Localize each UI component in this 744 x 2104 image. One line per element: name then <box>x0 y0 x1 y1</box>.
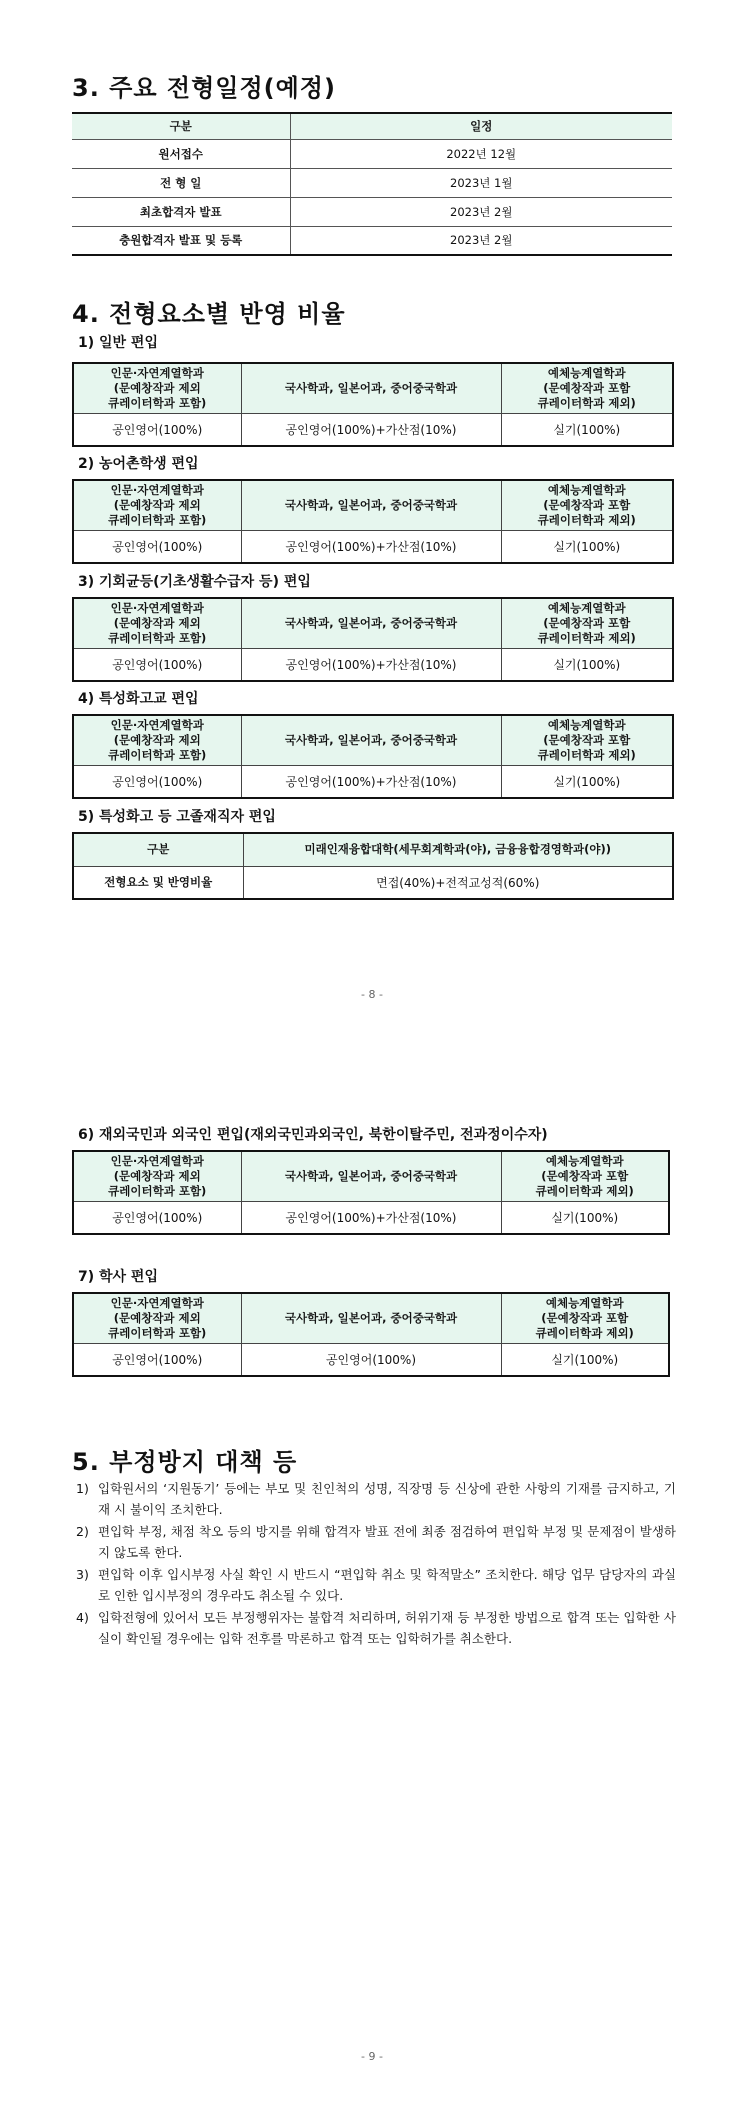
col-header-arts: 예체능계열학과 (문예창작과 포함 큐레이터학과 제외) <box>501 480 673 530</box>
page-number-9: - 9 - <box>361 2050 383 2063</box>
list-item: 3) 편입학 이후 입시부정 사실 확인 시 반드시 “편입학 취소 및 학적말소” 조치한다. 해당 업무 담당자의 과실로 인한 입시부정의 경우라도 취소될 수 있다. <box>76 1567 676 1603</box>
table5-label: 전형요소 및 반영비율 <box>73 866 243 899</box>
ratio-cell: 공인영어(100%) <box>73 1201 241 1234</box>
ratio-table-overseas <box>72 1150 670 1235</box>
page-number-8: - 8 - <box>361 988 383 1001</box>
list-item: 4) 입학전형에 있어서 모든 부정행위자는 불합격 처리하며, 허위기재 등 부정한 방법으로 합격 또는 입학한 사실이 확인될 경우에는 입학 전후를 막론하고 합격 또는 입학허가를 취소한다. <box>76 1610 676 1646</box>
schedule-header-category: 구분 <box>72 113 290 139</box>
section-4-title: 4. 전형요소별 반영 비율 <box>72 300 346 328</box>
section-3-title: 3. 주요 전형일정(예정) <box>72 74 336 102</box>
ratio-cell: 실기(100%) <box>501 1201 669 1234</box>
table-row <box>72 197 672 226</box>
ratio-table-rural <box>72 479 674 564</box>
ratio-cell: 공인영어(100%) <box>241 1343 501 1376</box>
ratio-cell: 실기(100%) <box>501 1343 669 1376</box>
schedule-date: 2023년 2월 <box>450 233 513 248</box>
ratio-table-bachelor <box>72 1292 670 1377</box>
table-row <box>73 648 673 681</box>
schedule-date: 2023년 1월 <box>290 168 672 197</box>
table5-header-category: 구분 <box>73 833 243 866</box>
ratio-table-employed-graduates <box>72 832 674 900</box>
col-header-history-languages: 국사학과, 일본어과, 중어중국학과 <box>241 1293 501 1343</box>
subsection-6-title: 6) 재외국민과 외국인 편입(재외국민과외국인, 북한이탈주민, 전과정이수자) <box>78 1127 548 1143</box>
col-header-history-languages: 국사학과, 일본어과, 중어중국학과 <box>241 363 501 413</box>
table-row <box>73 413 673 446</box>
table5-value: 면접(40%)+전적교성적(60%) <box>243 866 673 899</box>
col-header-history-languages: 국사학과, 일본어과, 중어중국학과 <box>241 1151 501 1201</box>
table-row <box>73 866 673 899</box>
schedule-label: 원서접수 <box>72 139 290 168</box>
col-header-humanities: 인문·자연계열학과 (문예창작과 제외 큐레이터학과 포함) <box>73 1151 241 1201</box>
schedule-header-date: 일정 <box>290 113 672 139</box>
col-header-arts: 예체능계열학과 (문예창작과 포함 큐레이터학과 제외) <box>501 1151 669 1201</box>
col-header-history-languages: 국사학과, 일본어과, 중어중국학과 <box>241 715 501 765</box>
col-header-humanities: 인문·자연계열학과 (문예창작과 제외 큐레이터학과 포함) <box>73 715 241 765</box>
subsection-3-title: 3) 기회균등(기초생활수급자 등) 편입 <box>78 574 311 590</box>
ratio-cell: 실기(100%) <box>501 530 673 563</box>
schedule-label: 충원합격자 발표 및 등록 <box>72 226 290 255</box>
table-row <box>72 139 672 168</box>
ratio-cell: 공인영어(100%)+가산점(10%) <box>241 413 501 446</box>
ratio-table-general <box>72 362 674 447</box>
col-header-humanities: 인문·자연계열학과 (문예창작과 제외 큐레이터학과 포함) <box>73 480 241 530</box>
list-item: 2) 편입학 부정, 채점 착오 등의 방지를 위해 합격자 발표 전에 최종 점검하여 편입학 부정 및 문제점이 발생하지 않도록 한다. <box>76 1524 676 1560</box>
col-header-humanities: 인문·자연계열학과 (문예창작과 제외 큐레이터학과 포함) <box>73 598 241 648</box>
ratio-cell: 공인영어(100%)+가산점(10%) <box>241 530 501 563</box>
list-item: 1) 입학원서의 ‘지원동기’ 등에는 부모 및 친인척의 성명, 직장명 등 신상에 관한 사항의 기재를 금지하고, 기재 시 불이익 조치한다. <box>76 1481 676 1517</box>
table5-header-college: 미래인재융합대학(세무회계학과(야), 금융융합경영학과(야)) <box>243 833 673 866</box>
ratio-cell: 공인영어(100%)+가산점(10%) <box>241 765 501 798</box>
ratio-cell: 공인영어(100%) <box>73 1343 241 1376</box>
schedule-label: 전 형 일 <box>72 168 290 197</box>
prevention-list <box>76 1478 676 1650</box>
col-header-humanities: 인문·자연계열학과 (문예창작과 제외 큐레이터학과 포함) <box>73 1293 241 1343</box>
col-header-arts: 예체능계열학과 (문예창작과 포함 큐레이터학과 제외) <box>501 598 673 648</box>
subsection-5-title: 5) 특성화고 등 고졸재직자 편입 <box>78 809 276 825</box>
subsection-4-title: 4) 특성화고교 편입 <box>78 691 199 707</box>
ratio-cell: 공인영어(100%) <box>73 413 241 446</box>
col-header-arts: 예체능계열학과 (문예창작과 포함 큐레이터학과 제외) <box>501 1293 669 1343</box>
col-header-history-languages: 국사학과, 일본어과, 중어중국학과 <box>241 598 501 648</box>
col-header-arts: 예체능계열학과 (문예창작과 포함 큐레이터학과 제외) <box>501 715 673 765</box>
subsection-1-title: 1) 일반 편입 <box>78 335 158 351</box>
ratio-cell: 실기(100%) <box>501 765 673 798</box>
col-header-arts: 예체능계열학과 (문예창작과 포함 큐레이터학과 제외) <box>501 363 673 413</box>
schedule-date: 2022년 12월 <box>290 139 672 168</box>
col-header-humanities: 인문·자연계열학과 (문예창작과 제외 큐레이터학과 포함) <box>73 363 241 413</box>
table-row <box>73 765 673 798</box>
subsection-7-title: 7) 학사 편입 <box>78 1269 158 1285</box>
ratio-cell: 공인영어(100%)+가산점(10%) <box>241 648 501 681</box>
ratio-table-equal-opportunity <box>72 597 674 682</box>
ratio-cell: 공인영어(100%) <box>73 530 241 563</box>
table-row <box>73 530 673 563</box>
schedule-label: 최초합격자 발표 <box>72 197 290 226</box>
ratio-table-vocational <box>72 714 674 799</box>
table-row <box>72 226 672 255</box>
ratio-cell: 공인영어(100%)+가산점(10%) <box>241 1201 501 1234</box>
section-5-title: 5. 부정방지 대책 등 <box>72 1448 298 1476</box>
table-row <box>73 1343 669 1376</box>
ratio-cell: 공인영어(100%) <box>73 765 241 798</box>
schedule-date: 2023년 2월 <box>290 197 672 226</box>
table-row <box>72 168 672 197</box>
subsection-2-title: 2) 농어촌학생 편입 <box>78 456 199 472</box>
schedule-table <box>72 112 672 256</box>
table-row <box>73 1201 669 1234</box>
col-header-history-languages: 국사학과, 일본어과, 중어중국학과 <box>241 480 501 530</box>
ratio-cell: 공인영어(100%) <box>73 648 241 681</box>
ratio-cell: 실기(100%) <box>501 413 673 446</box>
ratio-cell: 실기(100%) <box>501 648 673 681</box>
